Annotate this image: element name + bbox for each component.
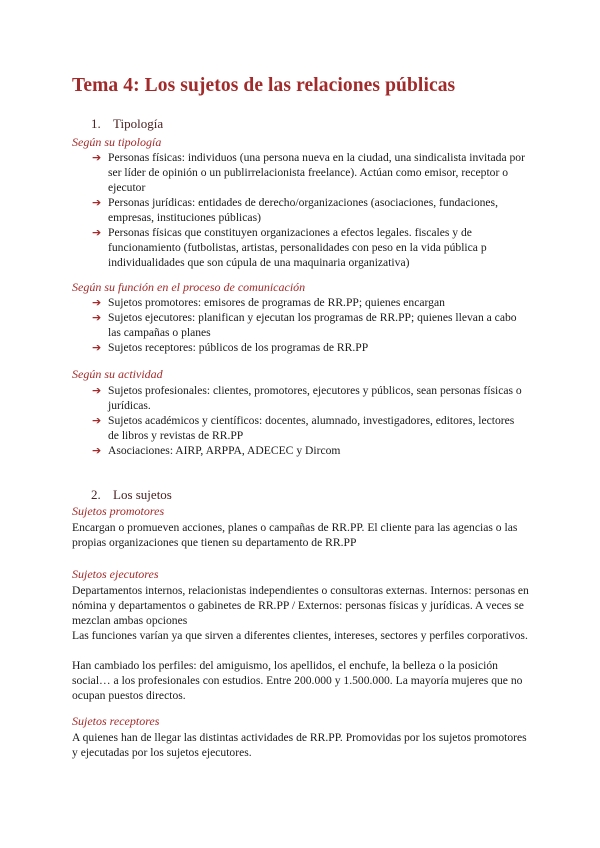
list-item: ➔ Sujetos receptores: públicos de los programas de RR.PP <box>92 341 369 354</box>
paragraph: Encargan o promueven acciones, planes o campañas de RR.PP. El cliente para las agencias o las propias organizaciones que tienen su departamento de RR.PP <box>72 521 518 549</box>
bullet-list-funcion <box>92 295 528 355</box>
paragraph: Departamentos internos, relacionistas independientes o consultoras externas. Internos: personas en nómina y departamentos o gabinetes de RR.PP / Externos: personas físicas y jurídicas. A veces se mezclan ambas opciones <box>72 584 529 627</box>
section-heading-label: Los sujetos <box>113 487 172 502</box>
paragraph: A quienes han de llegar las distintas actividades de RR.PP. Promovidas por los sujetos promotores y ejecutadas por los sujetos ejecutores. <box>72 731 527 759</box>
bullet-list-actividad <box>92 383 528 458</box>
right-arrow-icon: ➔ <box>92 414 102 427</box>
right-arrow-icon: ➔ <box>92 226 102 239</box>
subsection-title-actividad: Según su actividad <box>72 367 163 381</box>
right-arrow-icon: ➔ <box>92 311 102 324</box>
right-arrow-icon: ➔ <box>92 151 102 164</box>
list-item: ➔ Personas jurídicas: entidades de derecho/organizaciones (asociaciones, fundaciones, empresas, instituciones públicas) <box>92 196 498 224</box>
section-number: 2. <box>91 487 101 502</box>
list-item: ➔ Sujetos ejecutores: planifican y ejecutan los programas de RR.PP; quienes llevan a cabo las campañas o planes <box>92 311 517 339</box>
bullet-list-tipologia <box>92 150 528 270</box>
right-arrow-icon: ➔ <box>92 196 102 209</box>
section-heading-tipologia <box>91 116 163 132</box>
list-item: ➔ Sujetos académicos y científicos: docentes, alumnado, investigadores, editores, lectores de libros y revistas de RR.PP <box>92 414 515 442</box>
paragraph: Han cambiado los perfiles: del amiguismo, los apellidos, el enchufe, la belleza o la posición social… a los profesionales con estudios. Entre 200.000 y 1.500.000. La mayoría mujeres que no ocupan puestos directos. <box>72 659 523 702</box>
right-arrow-icon: ➔ <box>92 384 102 397</box>
list-item: ➔ Asociaciones: AIRP, ARPPA, ADECEC y Dircom <box>92 444 341 457</box>
subsection-title-ejecutores: Sujetos ejecutores <box>72 567 159 581</box>
subsection-title-tipologia: Según su tipología <box>72 135 162 149</box>
subsection-title-funcion: Según su función en el proceso de comunicación <box>72 280 306 294</box>
right-arrow-icon: ➔ <box>92 444 102 457</box>
list-item: ➔ Personas físicas: individuos (una persona nueva en la ciudad, una sindicalista invitada por ser líder de opinión o un publirrelacionista freelance). Actúan como emisor, receptor o ejecutor <box>92 151 525 194</box>
list-item: ➔ Personas físicas que constituyen organizaciones a efectos legales. fiscales y de funcionamiento (futbolistas, artistas, personalidades con peso en la vida pública p individualidades que son cúpula de una maquinaria organizativa) <box>92 226 487 269</box>
list-item: ➔ Sujetos profesionales: clientes, promotores, ejecutores y públicos, sean personas físicas o jurídicas. <box>92 384 522 412</box>
list-item: ➔ Sujetos promotores: emisores de programas de RR.PP; quienes encargan <box>92 296 445 309</box>
page-title: Tema 4: Los sujetos de las relaciones públicas <box>72 75 456 96</box>
subsection-title-promotores: Sujetos promotores <box>72 504 165 518</box>
right-arrow-icon: ➔ <box>92 341 102 354</box>
right-arrow-icon: ➔ <box>92 296 102 309</box>
subsection-title-receptores: Sujetos receptores <box>72 714 160 728</box>
section-number: 1. <box>91 116 101 131</box>
section-heading-los-sujetos <box>91 487 172 503</box>
section-heading-label: Tipología <box>113 116 164 131</box>
paragraph: Las funciones varían ya que sirven a diferentes clientes, intereses, sectores y perfiles corporativos. <box>72 629 528 642</box>
